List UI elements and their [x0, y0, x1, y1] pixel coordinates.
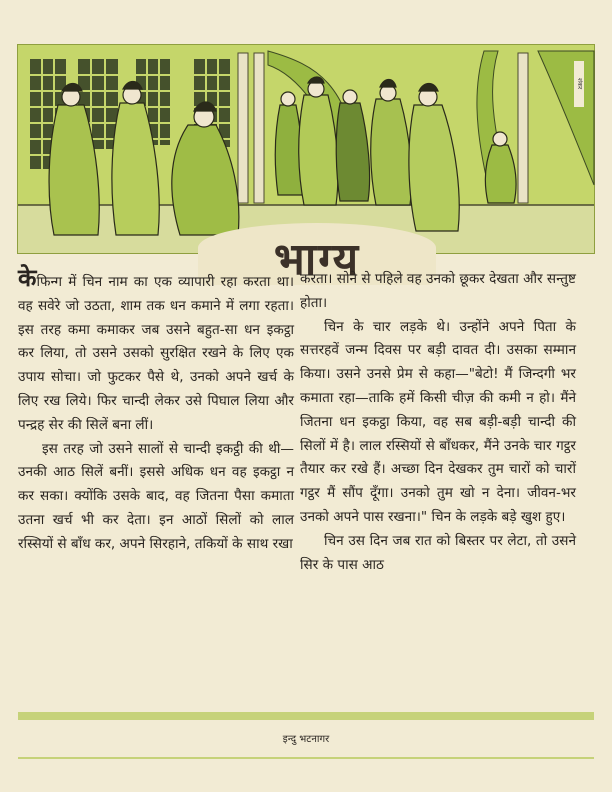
right-column [300, 268, 576, 577]
paragraph: चिन उस दिन जब रात को बिस्तर पर लेटा, तो उसने सिर के पास आठ [300, 532, 576, 573]
footer-rule [18, 712, 594, 720]
drop-cap: के [18, 263, 37, 292]
story-title: भाग्य [273, 234, 361, 285]
paragraph: चिन के चार लड़के थे। उन्होंने अपने पिता के सत्तरहवें जन्म दिवस पर बड़ी दावत दी। उसका सम्मान किया। उसने उनसे प्रेम से कहा—"बेटो! मैं जिन्दगी भर कमाता रहा—ताकि हमें किसी चीज़ की कमी न हो। मैंने जितना धन इकट्ठा किया, वह सब बड़ी-बड़ी चान्दी की सिलों में है। लाल रस्सियों से बाँधकर, मैंने उनके चार गट्ठर तैयार कर रखे हैं। अच्छा दिन देखकर तुम चारों को चारों गट्ठर मैं सौंप दूँगा। उनको तुम खो न देना। जीवन-भर उनको अपने पास रखना।" चिन के लड़के बड़े खुश हुए। [300, 318, 576, 525]
artist-signature: शंकर [574, 61, 584, 107]
paragraph [18, 263, 294, 438]
paragraph-text: फिन्ग में चिन नाम का एक व्यापारी रहा करता था। वह सवेरे जो उठता, शाम तक धन कमाने में लगा रहता। इस तरह कमा कमाकर जब उसने बहुत-सा धन इकट्ठा कर लिया, तो उसने उसको सुरक्षित रखने के लिए एक उपाय सोचा। जो फुटकर पैसे थे, उनको अपने खर्च के लिए रख लिये। फिर चान्दी लेकर उसे पिघाल लिया और पन्द्रह सेर की सिलें बना लीं। [18, 274, 294, 433]
illustration-scene [18, 45, 594, 253]
story-illustration [17, 44, 595, 285]
paragraph: इस तरह जो उसने सालों से चान्दी इकट्ठी की थी—उनकी आठ सिलें बनीं। इससे अधिक धन वह इकट्ठा न कर सका। क्योंकि उसके बाद, वह जितना पैसा कमाता उतना खर्च भी कर देता। इन आठों सिलों को लाल रस्सियों से बाँध कर, अपने सिरहाने, तकियों के साथ रखा [18, 440, 294, 552]
paragraph: करता। सोने से पहिले वह उनको छूकर देखता और सन्तुष्ट होता। [300, 271, 576, 311]
author-credit: इन्दु भटनागर [282, 734, 330, 745]
left-column [18, 263, 294, 557]
footer-rule-thin [18, 757, 594, 759]
